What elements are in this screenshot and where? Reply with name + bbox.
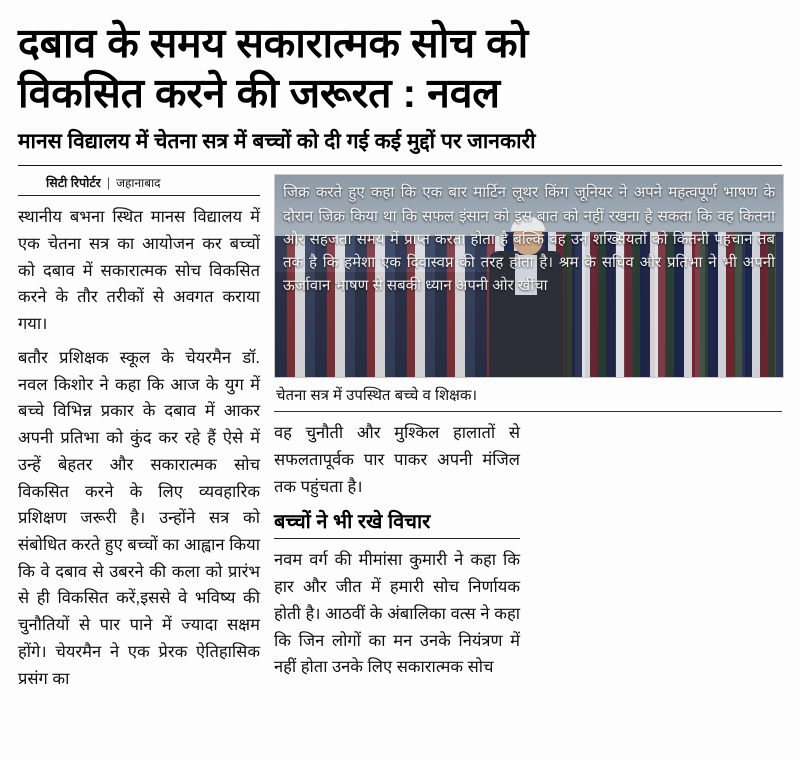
section-divider [274,538,520,539]
page-title [18,18,782,118]
byline-place: जहानाबाद [116,176,161,191]
column-right [274,174,782,699]
paragraph: वह चुनौती और मुश्किल हालातों से सफलतापूर्वक पार पाकर अपनी मंजिल तक पहुंचता है। [274,424,520,496]
section-title: बच्चों ने भी रखे विचार [274,511,431,534]
subheadline: मानस विद्यालय में चेतना सत्र में बच्चों को दी गई कई मुद्दों पर जानकारी [18,130,536,154]
byline-reporter: सिटी रिपोर्टर [46,176,101,191]
section-text [274,547,520,681]
paragraph: नवम वर्ग की मीमांसा कुमारी ने कहा कि हार और जीत में हमारी सोच निर्णायक होती है। आठवीं के अंबालिका वत्स ने कहा कि जिन लोगों का मन उनके नियंत्रण में नहीं होता उनके लिए सकारात्मक सोच [274,551,520,677]
article-photo [274,174,784,378]
article-photo-block [274,174,782,412]
column-right-2 [536,420,782,688]
headline-divider [18,165,782,166]
right-text-columns [274,420,782,688]
paragraph: स्थानीय बभना स्थित मानस विद्यालय में एक चेतना सत्र का आयोजन कर बच्चों को दबाव में सकारात्मक सोच विकसित करने के तौर तरीकों से अवगत कराया गया। [18,208,260,334]
headline-line-1: दबाव के समय सकारात्मक सोच को [18,20,529,66]
right-column-text [274,420,520,500]
byline-separator: | [106,175,111,190]
paragraph: बतौर प्रशिक्षक स्कूल के चेयरमैन डॉ. नवल किशोर ने कहा कि आज के युग में बच्चे विभिन्न प्रकार के दबाव में आकर अपनी प्रतिभा को कुंद कर रहे हैं ऐसे में उन्हें बेहतर और सकारात्मक सोच विकसित करने के लिए व्यवहारिक प्रशिक्षण जरूरी है। उन्होंने सत्र को संबोधित करते हुए बच्चों का आह्वान किया कि वे दबाव से उबरने की कला को प्रारंभ से ही विकसित करें,इससे वे भविष्य की चुनौतियों से पार पाने में ज्यादा सक्षम होंगे। चेयरमैन ने एक प्रेरक ऐतिहासिक प्रसंग का [18,348,260,688]
column-left [18,174,260,699]
byline-divider [18,195,260,196]
article-body [18,174,782,699]
left-column-text [18,204,260,692]
byline [18,174,260,191]
headline-line-2: विकसित करने की जरूरत : नवल [18,70,500,117]
photo-caption: चेतना सत्र में उपस्थित बच्चे व शिक्षक। [274,378,782,412]
overlay-text-left: जिक्र करते हुए कहा कि एक बार मार्टिन लूथर किंग जूनियर ने अपने महत्वपूर्ण भाषण के दौरान जिक्र किया था कि सफल इंसान को इस बात को नहीं रखना है सकता कि वह कितना और सहजता समय में प्राप्त करता होता है बल्कि वह उन शख्सियतों को कितनी पहचान तब तक है कि [283,184,775,272]
photo-overlay-text [275,175,783,377]
column-right-1 [274,420,520,688]
overlay-text-right: हमेशा एक दिवास्वप्न की तरह होता है। श्रम के सचिव और प्रतिभा ने भी अपनी ऊर्जावान भाषण से सबकी ध्यान अपनी ओर खींचा [283,254,775,295]
